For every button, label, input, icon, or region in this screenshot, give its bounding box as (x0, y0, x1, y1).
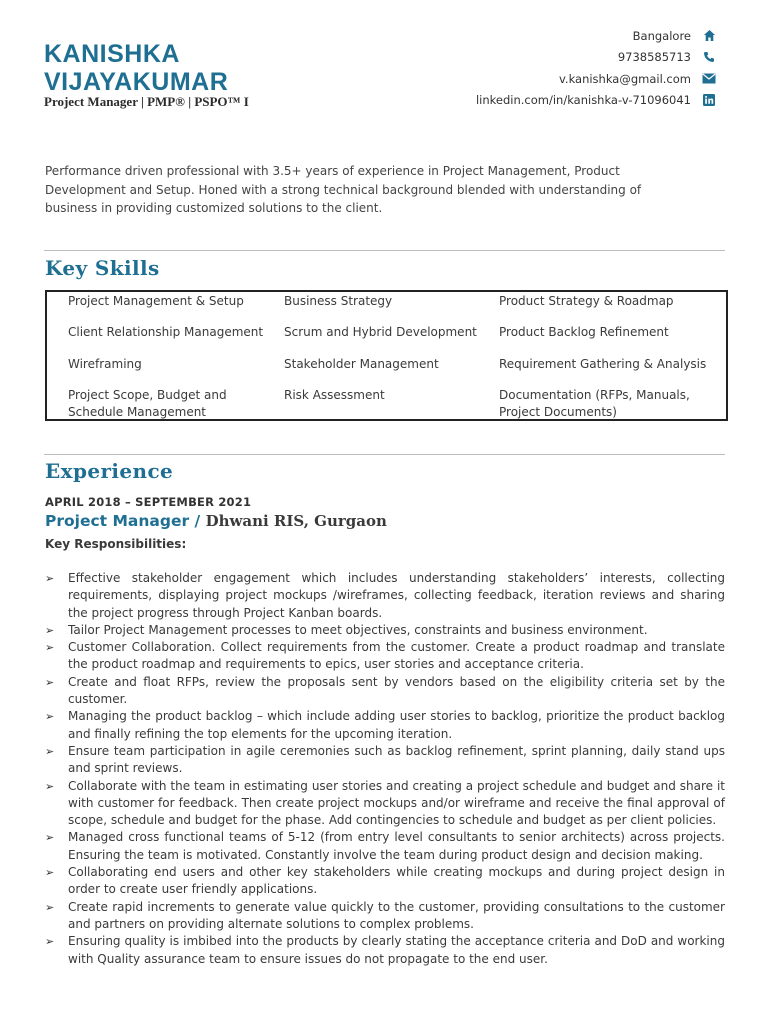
skill-item: Risk Assessment (284, 388, 385, 402)
list-item (45, 899, 725, 934)
bullet-text: Ensure team participation in agile ceremonies such as backlog refinement, sprint planning, daily stand ups and sprint reviews. (68, 743, 725, 776)
skill-item: Product Strategy & Roadmap (499, 294, 674, 308)
job-role: Project Manager / (45, 512, 206, 530)
skill-item: Project Management & Setup (68, 294, 244, 308)
job-dates: APRIL 2018 – SEPTEMBER 2021 (45, 495, 252, 509)
list-item (45, 829, 725, 864)
skill-item: Client Relationship Management (68, 325, 264, 339)
professional-summary: Performance driven professional with 3.5+ years of experience in Project Management, Product Development and Setup. Honed with a strong technical background blended with understanding of business in providing customized solutions to the client. (45, 164, 642, 215)
list-item (45, 639, 725, 674)
list-item (45, 570, 725, 622)
bullet-arrow-icon: ➢ (45, 675, 55, 689)
skill-item: Business Strategy (284, 294, 393, 308)
key-skills-heading: Key Skills (45, 256, 160, 280)
location-text: Bangalore (632, 28, 691, 43)
divider (44, 454, 725, 455)
responsibilities-list (45, 570, 725, 968)
list-item (45, 708, 725, 743)
bullet-text: Managed cross functional teams of 5-12 (from entry level consultants to senior architects) across projects. Ensuring the team is motivated. Constantly involve the team during product design and decision making. (68, 830, 725, 862)
phone-icon (702, 50, 716, 64)
skill-item: Requirement Gathering & Analysis (499, 357, 707, 371)
key-skills-table (45, 290, 728, 421)
responsibilities-label: Key Responsibilities: (45, 537, 187, 551)
skill-item: Product Backlog Refinement (499, 325, 669, 339)
divider (44, 250, 725, 251)
bullet-arrow-icon: ➢ (45, 779, 55, 793)
list-item (45, 743, 725, 778)
bullet-arrow-icon: ➢ (45, 641, 55, 655)
bullet-text: Create rapid increments to generate value quickly to the customer, providing consultations to the customer and partners on providing alternate solutions to complex problems. (68, 899, 725, 931)
bullet-arrow-icon: ➢ (45, 710, 55, 724)
skill-item: Project Scope, Budget and Schedule Management (68, 388, 227, 419)
name-first: KANISHKA (44, 40, 180, 68)
list-item (45, 674, 725, 709)
job-company: Dhwani RIS, Gurgaon (205, 512, 387, 530)
bullet-text: Customer Collaboration. Collect requirements from the customer. Create a product roadmap and translate the product roadmap and requirements to epics, user stories and acceptance criteria. (68, 640, 725, 672)
contact-phone (476, 47, 716, 69)
bullet-text: Collaborate with the team in estimating user stories and creating a project schedule and budget and share it with customer for feedback. Then create project mockups and/or wireframe and receive the final approval of scope, schedule and budget for the phase. Add contingencies to schedule and budget as per client policies. (68, 778, 725, 828)
bullet-arrow-icon: ➢ (45, 572, 55, 585)
contact-linkedin (476, 90, 716, 112)
list-item (45, 622, 725, 639)
linkedin-text[interactable]: linkedin.com/in/kanishka-v-71096041 (475, 93, 691, 108)
email-text[interactable]: v.kanishka@gmail.com (559, 71, 691, 86)
bullet-text: Ensuring quality is imbibed into the products by clearly stating the acceptance criteria and DoD and working with Quality assurance team to ensure issues do not propagate to the end user. (68, 934, 725, 966)
home-icon (702, 29, 716, 43)
bullet-arrow-icon: ➢ (45, 831, 55, 845)
contact-block (476, 25, 716, 111)
list-item (45, 778, 725, 830)
linkedin-icon (702, 93, 716, 107)
job-title (45, 512, 387, 530)
bullet-text: Collaborating end users and other key stakeholders while creating mockups and during project design in order to create user friendly applications. (68, 865, 725, 897)
bullet-text: Create and float RFPs, review the proposals sent by vendors based on the eligibility criteria set by the customer. (68, 674, 725, 707)
bullet-text: Effective stakeholder engagement which includes understanding stakeholders’ interests, collecting requirements, displaying project mockups /wireframes, collecting feedback, iteration reviews and sharing the project progress through Project Kanban boards. (68, 571, 725, 620)
skill-item: Scrum and Hybrid Development (284, 325, 477, 339)
skill-item: Stakeholder Management (284, 357, 439, 371)
bullet-text: Tailor Project Management processes to meet objectives, constraints and business environment. (68, 622, 648, 637)
list-item (45, 864, 725, 899)
email-icon (702, 72, 716, 86)
bullet-arrow-icon: ➢ (45, 866, 55, 880)
contact-location (476, 25, 716, 47)
bullet-arrow-icon: ➢ (45, 900, 55, 914)
professional-title: Project Manager | PMP® | PSPO™ I (44, 94, 249, 109)
skill-item: Wireframing (68, 357, 142, 371)
phone-text: 9738585713 (617, 50, 691, 65)
bullet-arrow-icon: ➢ (45, 744, 55, 758)
experience-heading: Experience (45, 459, 174, 483)
candidate-name (44, 40, 228, 96)
bullet-text: Managing the product backlog – which include adding user stories to backlog, prioritize the product backlog and finally refining the top elements for the upcoming iteration. (68, 709, 725, 741)
name-last: VIJAYAKUMAR (44, 68, 229, 96)
bullet-arrow-icon: ➢ (45, 935, 55, 949)
skill-item: Documentation (RFPs, Manuals, Project Documents) (499, 388, 690, 419)
contact-email (476, 68, 716, 90)
list-item (45, 933, 725, 968)
bullet-arrow-icon: ➢ (45, 623, 55, 637)
